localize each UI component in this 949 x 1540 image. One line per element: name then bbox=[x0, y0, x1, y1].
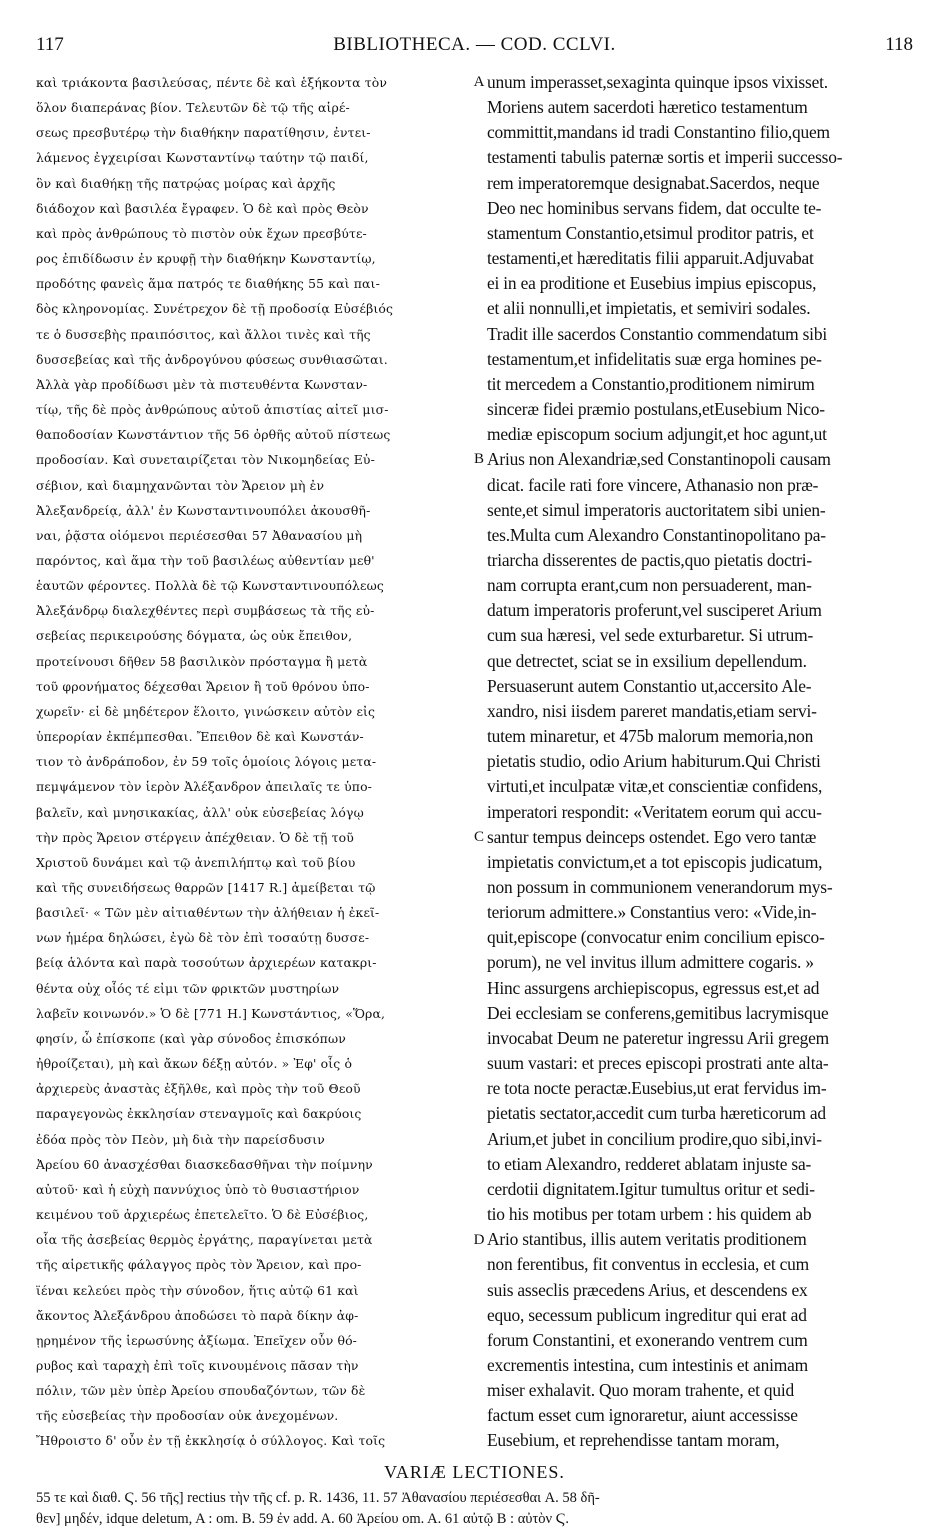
variant-note-line: θεν] μηδέν, idque deletum, A : om. B. 59 ἐν add. A. 60 Ἀρείου om. A. 61 αὐτῷ B : αὐτὸν Ϛ. bbox=[36, 1511, 570, 1527]
greek-text-line: διάδοχον καὶ βασιλέα ἔγραφεν. Ὁ δὲ καὶ πρὸς Θεὸν bbox=[36, 200, 369, 216]
greek-text-line: ἄκοντος Ἀλεξάνδρου ἀποδώσει τὸ παρὰ δίκην ἀφ- bbox=[36, 1307, 359, 1323]
greek-text-line: τῆς αἱρετικῆς φάλαγγος πρὸς τὸν Ἄρειον, καὶ προ- bbox=[36, 1257, 362, 1273]
variae-lectiones-notes bbox=[36, 1488, 916, 1530]
greek-text-line: αὐτοῦ· καὶ ἡ εὐχὴ παννύχιος ὑπὸ τὸ θυσιαστήριον bbox=[36, 1181, 360, 1197]
greek-text-line: Ἀλεξάνδρῳ διαλεχθέντες περὶ συμβάσεως τὰ τῆς εὐ- bbox=[36, 603, 375, 619]
greek-text-line: θέντα οὐχ οἷός τέ εἰμι τῶν φρικτῶν μυστηρίων bbox=[36, 980, 340, 996]
latin-text-line: tutem minaretur, et 475b malorum memoria,non bbox=[487, 726, 814, 747]
greek-text-line: οἷα τῆς ἀσεβείας θερμὸς ἐργάτης, παραγίνεται μετὰ bbox=[36, 1232, 373, 1248]
latin-text-line: cerdotii dignitatem.Igitur tumultus oritur et sedi- bbox=[487, 1178, 815, 1199]
greek-text-line: παρόντος, καὶ ἅμα τὴν τοῦ βασιλέως αὐθεντίαν μεθ' bbox=[36, 552, 375, 568]
greek-text-line: ὑπερορίαν ἐκπέμπεσθαι. Ἔπειθον δὲ καὶ Κωνστάν- bbox=[36, 729, 364, 745]
margin-letter-a: A bbox=[473, 74, 485, 90]
greek-text-line: σεβείας περικειρούσης δόγματα, ὡς οὐκ ἔπειθον, bbox=[36, 628, 353, 644]
latin-text-line: cum sua hæresi, vel sede exturbaretur. Si utrum- bbox=[487, 625, 814, 646]
latin-text-line: suum vastari: et preces episcopi prostrati ante alta- bbox=[487, 1053, 829, 1074]
latin-text-line: committit,mandans id tradi Constantino filio,quem bbox=[487, 122, 830, 143]
latin-text-line: Persuaserunt autem Constantio ut,accersito Ale- bbox=[487, 675, 812, 696]
variant-note-line: 55 τε καὶ διαθ. Ϛ. 56 τῆς] rectius τὴν τῆς cf. p. R. 1436, 11. 57 Ἀθανασίου περιέσεσθαι A. 58 δῆ- bbox=[36, 1490, 600, 1506]
latin-text-line: et alii nonnulli,et impietatis, et semiviri sodales. bbox=[487, 298, 811, 319]
greek-text-line: δὸς κληρονομίας. Συνέτρεχον δὲ τῇ προδοσίᾳ Εὐσέβιός bbox=[36, 301, 394, 317]
latin-text-line: triarcha disserentes de pactis,quo pietatis doctri- bbox=[487, 549, 812, 570]
greek-text-line: νων ἡμέρα δηλώσει, ἐγὼ δὲ τὸν ἐπὶ τοσαύτῃ δυσσε- bbox=[36, 930, 370, 946]
greek-text-line: προδότης φανεὶς ἅμα πατρός τε διαθήκης 55 καὶ παι- bbox=[36, 276, 380, 292]
latin-text-line: que detrectet, sciat se in exsilium depellendum. bbox=[487, 650, 807, 671]
greek-text-line: ναι, ῥᾷστα οἰόμενοι περιέσεσθαι 57 Ἀθανασίου μὴ bbox=[36, 527, 363, 543]
latin-text-line: excrementis intestina, cum intestinis et animam bbox=[487, 1354, 808, 1375]
greek-text-line: ὃν καὶ διαθήκῃ τῆς πατρῴας μοίρας καὶ ἀρχῆς bbox=[36, 175, 336, 191]
greek-text-line: παραγεγονὼς ἐκκλησίαν στεναγμοῖς καὶ δακρύοις bbox=[36, 1106, 362, 1122]
latin-text-line: santur tempus deinceps ostendet. Ego vero tantæ bbox=[487, 826, 817, 847]
greek-text-line: θαποδοσίαν Κωνστάντιον τῆς 56 ὀρθῆς αὐτοῦ πίστεως bbox=[36, 427, 391, 443]
greek-text-line: τοῦ φρονήματος δέχεσθαι Ἄρειον ἢ τοῦ θρόνου ὑπο- bbox=[36, 678, 370, 694]
latin-text-line: Eusebium, et reprehendisse tantam moram, bbox=[487, 1430, 780, 1451]
latin-text-line: suis asseclis præcedens Arius, et descendens ex bbox=[487, 1279, 808, 1300]
greek-text-line: Ἀλεξανδρείᾳ, ἀλλ' ἐν Κωνσταντινουπόλει ἀκουσθῆ- bbox=[36, 502, 371, 518]
running-header bbox=[36, 34, 913, 62]
margin-letter-c: C bbox=[473, 828, 484, 845]
latin-text-line: ei in ea proditione et Eusebius impius episcopus, bbox=[487, 273, 817, 294]
greek-text-line: σεως πρεσβυτέρῳ τὴν διαθήκην παρατίθησιν, ἐντει- bbox=[36, 125, 371, 141]
greek-text-line: ρυβος καὶ ταραχὴ ἐπὶ τοῖς κινουμένοις πᾶσαν τὴν bbox=[36, 1357, 359, 1373]
latin-text-line: Tradit ille sacerdos Constantio commendatum sibi bbox=[487, 323, 827, 344]
latin-text-line: invocabat Deum ne pateretur ingressu Arii gregem bbox=[487, 1027, 829, 1048]
latin-text-line: tio his motibus per totam urbem : his quidem ab bbox=[487, 1204, 812, 1225]
greek-text-line: λάμενος ἐγχειρίσαι Κωνσταντίνῳ ταύτην τῷ παιδί, bbox=[36, 150, 369, 166]
latin-text-line: stamentum Constantio,etsimul proditor patris, et bbox=[487, 222, 814, 243]
latin-text-line: rem imperatoremque designabat.Sacerdos, neque bbox=[487, 172, 820, 193]
latin-text-line: to etiam Alexandro, redderet ablatam injuste sa- bbox=[487, 1153, 812, 1174]
latin-text-line: Arium,et jubet in concilium prodire,quo sibi,invi- bbox=[487, 1128, 822, 1149]
greek-text-line: ἠθροίζεται), μὴ καὶ ἄκων δέξῃ αὐτόν. » Ἐφ' οἷς ὁ bbox=[36, 1056, 353, 1072]
latin-text-column bbox=[487, 70, 917, 1454]
greek-text-line: πόλιν, τῶν μὲν ὑπὲρ Ἀρείου σπουδαζόντων, τῶν δὲ bbox=[36, 1383, 366, 1399]
latin-text-line: imperatori respondit: «Veritatem eorum qui accu- bbox=[487, 801, 822, 822]
greek-text-line: σέβιον, καὶ διαμηχανῶνται τὸν Ἄρειον μὴ ἐν bbox=[36, 477, 325, 493]
greek-text-line: ϊέναι κελεύει πρὸς τὴν σύνοδον, ἥτις αὐτῷ 61 καὶ bbox=[36, 1282, 359, 1298]
greek-text-line: κειμένου τοῦ ἀρχιερέως ἐπετελεῖτο. Ὁ δὲ Εὐσέβιος, bbox=[36, 1207, 369, 1223]
latin-text-line: tit mercedem a Constantio,proditionem nimirum bbox=[487, 373, 815, 394]
greek-text-line: δυσσεβείας καὶ τῆς ἀνδρογύνου φύσεως συνθιασῶται. bbox=[36, 351, 388, 367]
running-title: BIBLIOTHECA. — COD. CCLVI. bbox=[333, 34, 616, 55]
greek-text-line: πεμψάμενον τὸν ἱερὸν Ἀλέξανδρον ἀπειλαῖς τε ὑπο- bbox=[36, 779, 373, 795]
latin-text-line: quit,episcope (convocatur enim concilium episco- bbox=[487, 927, 825, 948]
greek-text-line: λαβεῖν κοινωνόν.» Ὁ δὲ [771 H.] Κωνστάντιος, «Ὅρα, bbox=[36, 1005, 386, 1021]
page-number-right: 118 bbox=[885, 34, 913, 55]
latin-text-line: factum esset cum ignoraretur, aiunt accessisse bbox=[487, 1405, 798, 1426]
latin-text-line: testamenti,et hæreditatis filii apparuit.Adjuvabat bbox=[487, 248, 814, 269]
greek-text-line: ἀρχιερεὺς ἀναστὰς ἐξῆλθε, καὶ πρὸς τὴν τοῦ Θεοῦ bbox=[36, 1081, 361, 1097]
margin-letter-b: B bbox=[473, 451, 484, 468]
latin-text-line: nam corrupta erant,cum non persuaderent, man- bbox=[487, 575, 812, 596]
greek-text-column bbox=[36, 70, 478, 1454]
latin-text-line: equo, secessum publicum ingreditur qui erat ad bbox=[487, 1304, 807, 1325]
greek-text-line: τῆς εὐσεβείας τὴν προδοσίαν οὐκ ἀνεχομένων. bbox=[36, 1408, 339, 1424]
latin-text-line: mediæ episcopum socium adjungit,et hoc agunt,ut bbox=[487, 424, 827, 445]
latin-text-line: non possum in communionem venerandorum mys- bbox=[487, 877, 833, 897]
greek-text-line: Ἤθροιστο δ' οὖν ἐν τῇ ἐκκλησίᾳ ὁ σύλλογος. Καὶ τοῖς bbox=[36, 1433, 386, 1449]
greek-text-line: τὴν πρὸς Ἄρειον στέργειν ἀπέχθειαν. Ὁ δὲ τῇ τοῦ bbox=[36, 829, 354, 845]
page-number-left: 117 bbox=[36, 34, 64, 55]
latin-text-line: testamentum,et infidelitatis suæ erga homines pe- bbox=[487, 348, 822, 369]
greek-text-line: καὶ τῆς συνειδήσεως θαρρῶν [1417 R.] ἀμείβεται τῷ bbox=[36, 880, 376, 895]
greek-text-line: ῃρημένον τῆς ἱερωσύνης ἀξίωμα. Ἐπεῖχεν οὖν θό- bbox=[36, 1332, 358, 1348]
greek-text-line: ρος ἐπιδίδωσιν ἐν κρυφῇ τὴν διαθήκην Κωνσταντίῳ, bbox=[36, 251, 376, 267]
greek-text-line: τίῳ, τῆς δὲ πρὸς ἀνθρώπους αὐτοῦ ἀπιστίας αἰτεῖ μισ- bbox=[36, 402, 389, 418]
greek-text-line: καὶ πρὸς ἀνθρώπους τὸ πιστὸν οὐκ ἔχων πρεσβύτε- bbox=[36, 225, 367, 241]
greek-text-line: καὶ τριάκοντα βασιλεύσας, πέντε δὲ καὶ ἑξήκοντα τὸν bbox=[36, 75, 388, 90]
latin-text-line: re tota nocte peractæ.Eusebius,ut erat fervidus im- bbox=[487, 1078, 827, 1099]
greek-text-line: Ἀλλὰ γὰρ προδίδωσι μὲν τὰ πιστευθέντα Κωνσταν- bbox=[36, 376, 368, 392]
margin-letter-d: D bbox=[473, 1231, 485, 1248]
latin-text-line: Hinc assurgens archiepiscopus, egressus est,et ad bbox=[487, 977, 820, 998]
latin-text-line: impietatis convictum,et a tot episcopis judicatum, bbox=[487, 851, 823, 872]
latin-text-line: Dei ecclesiam se conferens,gemitibus lacrymisque bbox=[487, 1002, 829, 1023]
latin-text-line: Arius non Alexandriæ,sed Constantinopoli causam bbox=[487, 449, 831, 470]
latin-text-line: sinceræ fidei præmio postulans,etEusebium Nico- bbox=[487, 399, 825, 420]
latin-text-line: datum imperatoris proferunt,vel susciperet Arium bbox=[487, 600, 822, 621]
latin-text-line: xandro, nisi iisdem pareret mandatis,etiam servi- bbox=[487, 700, 817, 721]
greek-text-line: ἐδόα πρὸς τὸν Πεὸν, μὴ διὰ τὴν παρείσδυσιν bbox=[36, 1131, 325, 1147]
greek-text-line: ὅλον διαπεράνας βίον. Τελευτῶν δὲ τῷ τῆς αἱρέ- bbox=[36, 100, 350, 116]
latin-text-line: sente,et simul imperatoris auctoritatem sibi unien- bbox=[487, 499, 826, 520]
greek-text-line: βείᾳ ἁλόντα καὶ παρὰ τοσούτων ἀρχιερέων κατακρι- bbox=[36, 955, 377, 971]
greek-text-line: βασιλεῖ· « Τῶν μὲν αἰτιαθέντων τὴν ἀλήθειαν ἡ ἐκεῖ- bbox=[36, 905, 380, 921]
latin-text-line: Moriens autem sacerdoti hæretico testamentum bbox=[487, 97, 808, 118]
variae-lectiones-title: VARIÆ LECTIONES. bbox=[384, 1462, 565, 1482]
greek-text-line: προδοσίαν. Καὶ συνεταιρίζεται τὸν Νικομηδείας Εὐ- bbox=[36, 452, 375, 468]
latin-text-line: non ferentibus, fit conventus in ecclesia, et cum bbox=[487, 1254, 809, 1275]
greek-text-line: χωρεῖν· εἰ δὲ μηδέτερον ἕλοιτο, γινώσκειν αὐτὸν εἰς bbox=[36, 703, 376, 719]
latin-text-line: porum), ne vel invitus illum admittere cogaris. » bbox=[487, 952, 814, 973]
latin-text-line: Deo nec hominibus servans fidem, dat occulte te- bbox=[487, 197, 822, 218]
greek-text-line: τε ὁ δυσσεβὴς πραιπόσιτος, καὶ ἄλλοι τινὲς καὶ τῆς bbox=[36, 326, 371, 342]
greek-text-line: βαλεῖν, καὶ μνησικακίας, ἀλλ' οὐκ εὐσεβείας λόγῳ bbox=[36, 804, 364, 820]
greek-text-line: Ἀρείου 60 ἀνασχέσθαι διασκεδασθῆναι τὴν ποίμνην bbox=[36, 1156, 373, 1172]
latin-text-line: Ario stantibus, illis autem veritatis proditionem bbox=[487, 1229, 807, 1250]
latin-text-line: pietatis sectator,accedit cum turba hæreticorum ad bbox=[487, 1103, 826, 1124]
latin-text-line: forum Constantini, et exonerando ventrem cum bbox=[487, 1329, 808, 1350]
latin-text-line: virtuti,et inculpatæ vitæ,et conscientiæ confidens, bbox=[487, 776, 823, 797]
latin-text-line: miser exhalavit. Quo moram trahente, et quid bbox=[487, 1380, 795, 1401]
greek-text-line: προτείνουσι δῆθεν 58 βασιλικὸν πρόσταγμα ἢ μετὰ bbox=[36, 653, 368, 669]
greek-text-line: Χριστοῦ δυνάμει καὶ τῷ ἀνεπιλήπτῳ καὶ τοῦ βίου bbox=[36, 854, 356, 870]
latin-text-line: testamenti tabulis paternæ sortis et imperii successo- bbox=[487, 147, 843, 168]
greek-text-line: ἑαυτῶν φέροντες. Πολλὰ δὲ τῷ Κωνσταντινουπόλεως bbox=[36, 578, 384, 594]
latin-text-line: dicat. facile rati fore vincere, Athanasio non præ- bbox=[487, 474, 819, 495]
latin-text-line: tes.Multa cum Alexandro Constantinopolitano pa- bbox=[487, 524, 826, 545]
latin-text-line: teriorum admittere.» Constantius vero: «Vide,in- bbox=[487, 902, 817, 923]
greek-text-line: τιον τὸ ἀνδράποδον, ἐν 59 τοῖς ὁμοίοις λόγοις μετα- bbox=[36, 754, 377, 770]
latin-text-line: unum imperasset,sexaginta quinque ipsos vixisset. bbox=[487, 72, 828, 92]
greek-text-line: φησίν, ὦ ἐπίσκοπε (καὶ γὰρ σύνοδος ἐπισκόπων bbox=[36, 1030, 346, 1046]
latin-text-line: pietatis studio, odio Arium habiturum.Qui Christi bbox=[487, 751, 821, 772]
